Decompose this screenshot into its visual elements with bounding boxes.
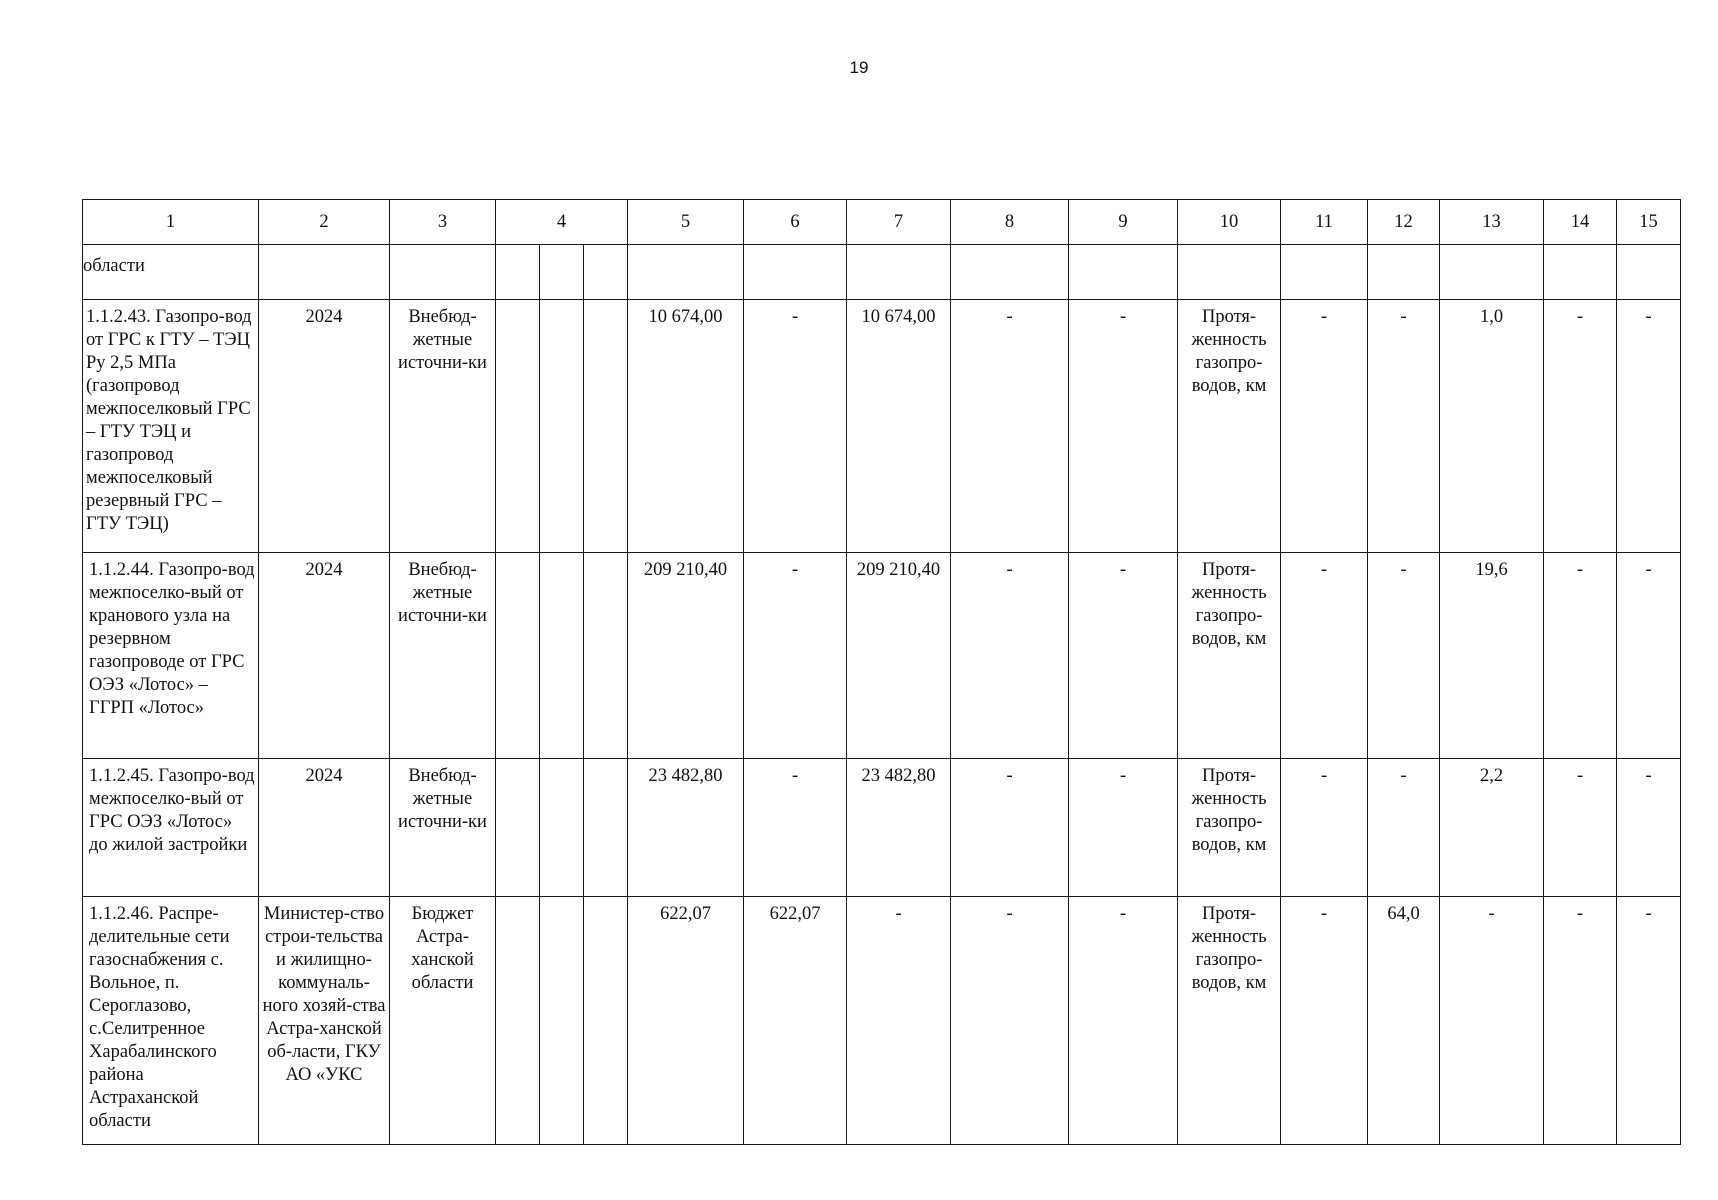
event-name: 1.1.2.45. Газопро-вод межпоселко-вый от ГРС ОЭЗ «Лотос» до жилой застройки: [83, 759, 259, 897]
column-header: 12: [1368, 200, 1440, 245]
value-col13: -: [1440, 897, 1544, 1145]
column-header: 8: [951, 200, 1069, 245]
indicator-name: Протя-женность газопро-водов, км: [1178, 759, 1281, 897]
indicator-name: Протя-женность газопро-водов, км: [1178, 897, 1281, 1145]
responsible-executor: Министер-ство строи-тельства и жилищно-коммуналь-ного хозяй-ства Астра-ханской об-ласти, ГКУ АО «УКС: [259, 897, 390, 1145]
column-header: 6: [744, 200, 847, 245]
value-col15: -: [1617, 553, 1681, 759]
funding-source: Внебюд-жетные источни-ки: [390, 553, 496, 759]
indicator-name: Протя-женность газопро-водов, км: [1178, 553, 1281, 759]
value-col9: -: [1069, 897, 1178, 1145]
value-col6: -: [744, 553, 847, 759]
value-col13: 2,2: [1440, 759, 1544, 897]
column-header: 5: [628, 200, 744, 245]
value-col14: -: [1544, 553, 1617, 759]
column-header: 2: [259, 200, 390, 245]
value-col14: -: [1544, 759, 1617, 897]
value-col7: -: [847, 897, 951, 1145]
value-col11: -: [1281, 897, 1368, 1145]
value-col7: 10 674,00: [847, 300, 951, 553]
indicator-name: Протя-женность газопро-водов, км: [1178, 300, 1281, 553]
table-row: [83, 897, 1681, 1145]
value-col5: 23 482,80: [628, 759, 744, 897]
page-number: 19: [849, 58, 869, 77]
value-col11: -: [1281, 300, 1368, 553]
value-col6: -: [744, 300, 847, 553]
value-col14: -: [1544, 897, 1617, 1145]
funding-source: Внебюд-жетные источни-ки: [390, 300, 496, 553]
value-col7: 209 210,40: [847, 553, 951, 759]
event-name: 1.1.2.46. Распре-делительные сети газоснабжения с. Вольное, п. Сероглазово, с.Селитренное Харабалинского района Астраханской области: [83, 897, 259, 1145]
funding-source: Бюджет Астра-ханской области: [390, 897, 496, 1145]
year-cell: 2024: [259, 300, 390, 553]
column-number-row: [83, 200, 1681, 245]
event-name: 1.1.2.44. Газопро-вод межпоселко-вый от кранового узла на резервном газопроводе от ГРС ОЭЗ «Лотос» – ГГРП «Лотос»: [83, 553, 259, 759]
value-col5: 209 210,40: [628, 553, 744, 759]
value-col5: 622,07: [628, 897, 744, 1145]
column-header: 4: [496, 200, 628, 245]
value-col5: 10 674,00: [628, 300, 744, 553]
column-header: 14: [1544, 200, 1617, 245]
value-col15: -: [1617, 300, 1681, 553]
value-col13: 19,6: [1440, 553, 1544, 759]
column-header: 7: [847, 200, 951, 245]
value-col6: -: [744, 759, 847, 897]
value-col12: 64,0: [1368, 897, 1440, 1145]
value-col13: 1,0: [1440, 300, 1544, 553]
column-header: 11: [1281, 200, 1368, 245]
value-col8: -: [951, 553, 1069, 759]
value-col14: -: [1544, 300, 1617, 553]
value-col12: -: [1368, 553, 1440, 759]
value-col15: -: [1617, 897, 1681, 1145]
funding-source: Внебюд-жетные источни-ки: [390, 759, 496, 897]
value-col12: -: [1368, 300, 1440, 553]
column-header: 1: [83, 200, 259, 245]
year-cell: 2024: [259, 553, 390, 759]
value-col15: -: [1617, 759, 1681, 897]
value-col8: -: [951, 759, 1069, 897]
program-table: [82, 199, 1681, 1145]
value-col7: 23 482,80: [847, 759, 951, 897]
value-col8: -: [951, 897, 1069, 1145]
value-col9: -: [1069, 300, 1178, 553]
table-row: [83, 759, 1681, 897]
value-col12: -: [1368, 759, 1440, 897]
value-col11: -: [1281, 759, 1368, 897]
column-header: 3: [390, 200, 496, 245]
value-col11: -: [1281, 553, 1368, 759]
year-cell: 2024: [259, 759, 390, 897]
continuation-row: [83, 245, 1681, 300]
event-name: 1.1.2.43. Газопро-вод от ГРС к ГТУ – ТЭЦ Ру 2,5 МПа (газопровод межпоселковый ГРС – ГТУ ТЭЦ и газопровод межпоселковый резервный ГРС – ГТУ ТЭЦ): [83, 300, 259, 553]
value-col8: -: [951, 300, 1069, 553]
column-header: 10: [1178, 200, 1281, 245]
column-header: 13: [1440, 200, 1544, 245]
column-header: 15: [1617, 200, 1681, 245]
value-col6: 622,07: [744, 897, 847, 1145]
value-col9: -: [1069, 553, 1178, 759]
column-header: 9: [1069, 200, 1178, 245]
continuation-text: области: [83, 245, 259, 300]
table-row: [83, 553, 1681, 759]
table-row: [83, 300, 1681, 553]
value-col9: -: [1069, 759, 1178, 897]
